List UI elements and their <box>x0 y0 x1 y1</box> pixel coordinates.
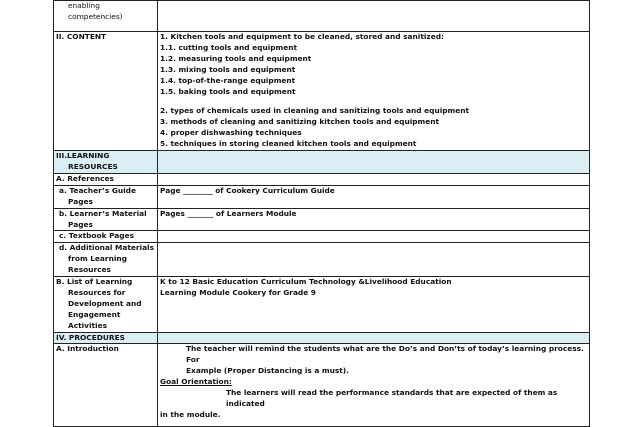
learning-resources-row <box>54 151 590 174</box>
references-value <box>158 173 590 185</box>
content-item: 5. techniques in storing cleaned kitchen tools and equipment <box>160 139 417 149</box>
learners-material-line1: b. Learner’s Material <box>59 208 147 218</box>
list-resources-line2: Resources for <box>68 287 126 297</box>
list-resources-line4: Engagement <box>68 309 121 319</box>
textbook-label <box>54 231 158 243</box>
introduction-text2: Example (Proper Distancing is a must). <box>186 366 349 376</box>
list-resources-value-line2: Learning Module Cookery for Grade 9 <box>160 287 316 297</box>
procedures-label: IV. PROCEDURES <box>54 332 158 344</box>
objectives-tail-line2: competencies) <box>68 11 123 21</box>
content-item: 4. proper dishwashing techniques <box>160 128 302 138</box>
list-resources-label <box>54 277 158 333</box>
additional-materials-value <box>158 243 590 277</box>
lesson-plan-page <box>53 0 589 427</box>
textbook-value <box>158 231 590 243</box>
learners-material-row <box>54 208 590 231</box>
procedures-value <box>158 332 590 344</box>
teachers-guide-label <box>54 185 158 208</box>
references-row <box>54 173 590 185</box>
teachers-guide-line1: a. Teacher’s Guide <box>59 185 136 195</box>
list-resources-row <box>54 277 590 333</box>
textbook-label-text: c. Textbook Pages <box>59 231 134 241</box>
content-label <box>54 32 158 151</box>
learning-resources-line1: III.LEARNING <box>56 151 110 161</box>
content-item: 1. Kitchen tools and equipment to be cleaned, stored and sanitized: <box>160 32 444 41</box>
goal-orientation-label: Goal Orientation: <box>160 377 232 387</box>
additional-line3: Resources <box>68 265 111 275</box>
references-label: A. References <box>54 173 158 185</box>
content-item: 1.1. cutting tools and equipment <box>160 42 298 52</box>
objectives-tail-row <box>54 1 590 32</box>
content-label-text: II. CONTENT <box>56 32 107 41</box>
list-resources-value <box>158 277 590 333</box>
additional-materials-row <box>54 243 590 277</box>
teachers-guide-row <box>54 185 590 208</box>
introduction-text3: The learners will read the performance standards that are expected of them as indicated <box>226 388 558 408</box>
teachers-guide-line2: Pages <box>68 196 93 206</box>
introduction-label-text: A. Introduction <box>56 344 119 354</box>
list-resources-line3: Development and <box>68 298 142 308</box>
content-item: 1.3. mixing tools and equipment <box>160 64 296 74</box>
procedures-row <box>54 332 590 344</box>
introduction-text1: The teacher will remind the students what are the Do’s and Don’ts of today’s learning process. For <box>186 344 584 365</box>
content-row <box>54 32 590 151</box>
list-resources-line1: B. List of Learning <box>56 277 133 287</box>
additional-materials-label <box>54 243 158 277</box>
content-item: 1.5. baking tools and equipment <box>160 86 296 96</box>
learning-resources-value <box>158 151 590 174</box>
content-gap <box>160 97 587 106</box>
introduction-value <box>158 344 590 427</box>
list-resources-value-line1: K to 12 Basic Education Curriculum Technology &Livelihood Education <box>160 277 452 287</box>
objectives-tail-label <box>54 1 158 32</box>
content-value <box>158 32 590 151</box>
content-item: 1.2. measuring tools and equipment <box>160 53 312 63</box>
learners-material-line2: Pages <box>68 219 93 229</box>
teachers-guide-value: Page ________ of Cookery Curriculum Guide <box>158 185 590 208</box>
list-resources-line5: Activities <box>68 320 107 330</box>
content-item: 1.4. top-of-the-range equipment <box>160 75 296 85</box>
introduction-row <box>54 344 590 427</box>
objectives-tail-line1: enabling <box>68 1 100 10</box>
content-item: 3. methods of cleaning and sanitizing kitchen tools and equipment <box>160 117 440 127</box>
learning-resources-line2: RESOURCES <box>68 161 118 171</box>
content-item: 2. types of chemicals used in cleaning and sanitizing tools and equipment <box>160 106 470 116</box>
lesson-plan-table <box>53 0 590 427</box>
introduction-text4: in the module. <box>160 409 221 419</box>
learners-material-value: Pages _______ of Learners Module <box>158 208 590 231</box>
additional-line2: from Learning <box>68 254 127 264</box>
additional-line1: d. Additional Materials <box>59 243 154 253</box>
learning-resources-label <box>54 151 158 174</box>
objectives-tail-value <box>158 1 590 32</box>
textbook-row <box>54 231 590 243</box>
introduction-label <box>54 344 158 427</box>
learners-material-label <box>54 208 158 231</box>
